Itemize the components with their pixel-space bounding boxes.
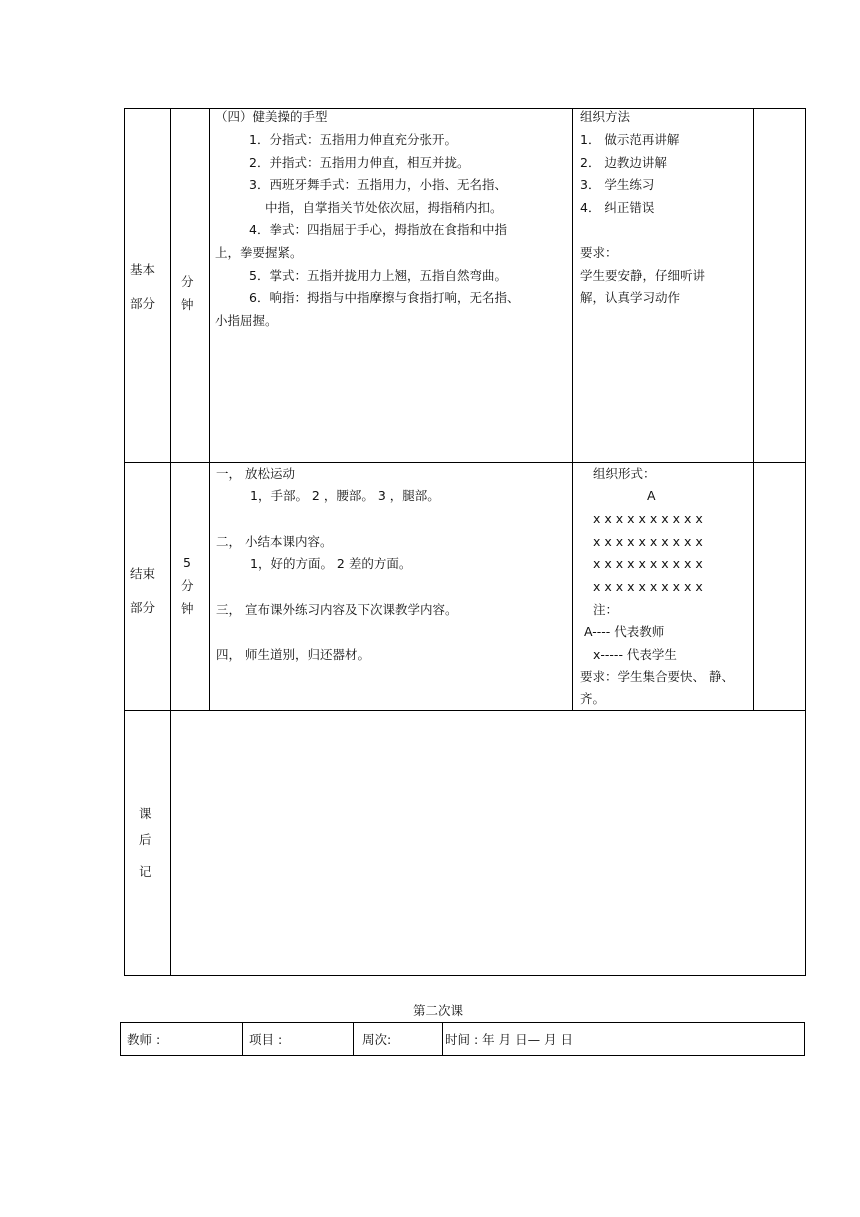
ending-content-line: 1，手部。 2 ，腰部。 3 ，腿部。 bbox=[250, 488, 440, 503]
week-field-label: 周次: bbox=[362, 1032, 392, 1047]
basic-time-label-2: 钟 bbox=[181, 297, 194, 312]
after-class-label-2: 后 bbox=[139, 832, 152, 847]
after-class-label-1: 课 bbox=[139, 806, 152, 821]
ending-content-line: 二， 小结本课内容。 bbox=[216, 534, 333, 549]
student-row: x x x x x x x x x x bbox=[593, 511, 703, 526]
project-field-label: 项目 : bbox=[249, 1032, 283, 1047]
basic-content-line: 2．并指式：五指用力伸直，相互并拢。 bbox=[249, 155, 470, 170]
basic-content-line: 4．拳式：四指屈于手心，拇指放在食指和中指 bbox=[249, 222, 507, 237]
ending-org-requirement-cont: 齐。 bbox=[580, 691, 606, 706]
after-class-notes-area[interactable] bbox=[171, 711, 805, 975]
ending-content-line: 三， 宣布课外练习内容及下次课教学内容。 bbox=[216, 602, 458, 617]
basic-content-line: 1．分指式：五指用力伸直充分张开。 bbox=[249, 132, 457, 147]
ending-content-line: 一， 放松运动 bbox=[216, 466, 295, 481]
info-col-divider-2 bbox=[353, 1022, 354, 1056]
ending-section-label-2: 部分 bbox=[130, 600, 156, 615]
basic-org-line: 4． 纠正错误 bbox=[580, 200, 655, 215]
table-left-border bbox=[124, 108, 125, 976]
basic-content-line: 上，拳要握紧。 bbox=[215, 245, 303, 260]
col-divider-3 bbox=[572, 108, 573, 711]
info-table-right bbox=[804, 1022, 805, 1056]
teacher-position-marker: A bbox=[647, 488, 656, 503]
basic-org-line: 解，认真学习动作 bbox=[580, 290, 681, 305]
ending-org-note-label: 注： bbox=[593, 602, 619, 617]
basic-section-label-2: 部分 bbox=[130, 296, 156, 311]
ending-org-heading: 组织形式： bbox=[593, 466, 656, 481]
info-col-divider-1 bbox=[242, 1022, 243, 1056]
basic-org-line: 3． 学生练习 bbox=[580, 177, 655, 192]
basic-content-line: 5．掌式：五指并拢用力上翘，五指自然弯曲。 bbox=[249, 268, 507, 283]
table-right-border bbox=[805, 108, 806, 976]
basic-content-line: 6．响指：拇指与中指摩擦与食指打响，无名指、 bbox=[249, 290, 520, 305]
ending-time-label-2: 分 bbox=[181, 578, 194, 593]
basic-content-line: 3．西班牙舞手式：五指用力，小指、无名指、 bbox=[249, 177, 507, 192]
basic-org-line: 学生要安静，仔细听讲 bbox=[580, 268, 706, 283]
legend-student: x----- 代表学生 bbox=[593, 647, 677, 662]
teacher-field-label: 教师 : bbox=[127, 1032, 161, 1047]
ending-section-label-1: 结束 bbox=[130, 566, 156, 581]
student-row: x x x x x x x x x x bbox=[593, 534, 703, 549]
student-row: x x x x x x x x x x bbox=[593, 556, 703, 571]
row-divider-1 bbox=[124, 462, 806, 463]
basic-time-label-1: 分 bbox=[181, 274, 194, 289]
basic-section-label-1: 基本 bbox=[130, 262, 156, 277]
basic-content-heading: （四）健美操的手型 bbox=[215, 109, 328, 124]
basic-org-requirement-label: 要求： bbox=[580, 245, 618, 260]
after-class-label-3: 记 bbox=[139, 864, 152, 879]
col-divider-2 bbox=[209, 108, 210, 711]
ending-time-label-3: 钟 bbox=[181, 601, 194, 616]
col-divider-4 bbox=[753, 108, 754, 711]
info-table-left bbox=[120, 1022, 121, 1056]
second-lesson-title: 第二次课 bbox=[413, 1003, 464, 1018]
basic-org-line: 1． 做示范再讲解 bbox=[580, 132, 680, 147]
info-table-top bbox=[120, 1022, 805, 1023]
basic-org-line: 2． 边教边讲解 bbox=[580, 155, 667, 170]
basic-content-line: 中指，自掌指关节处依次屈，拇指稍内扣。 bbox=[265, 200, 503, 215]
basic-content-line: 小指屈握。 bbox=[215, 313, 278, 328]
basic-org-heading: 组织方法 bbox=[580, 109, 631, 124]
ending-content-line: 四， 师生道别，归还器材。 bbox=[216, 647, 370, 662]
ending-content-line: 1，好的方面。 2 差的方面。 bbox=[250, 556, 412, 571]
ending-time-label-1: 5 bbox=[183, 555, 191, 570]
info-col-divider-3 bbox=[442, 1022, 443, 1056]
legend-teacher: A---- 代表教师 bbox=[584, 624, 665, 639]
table-bottom-border bbox=[124, 975, 806, 976]
ending-org-requirement: 要求：学生集合要快、 静、 bbox=[580, 669, 734, 684]
student-row: x x x x x x x x x x bbox=[593, 579, 703, 594]
info-table-bottom bbox=[120, 1055, 805, 1056]
time-field-label: 时间 : 年 月 日— 月 日 bbox=[445, 1032, 574, 1047]
